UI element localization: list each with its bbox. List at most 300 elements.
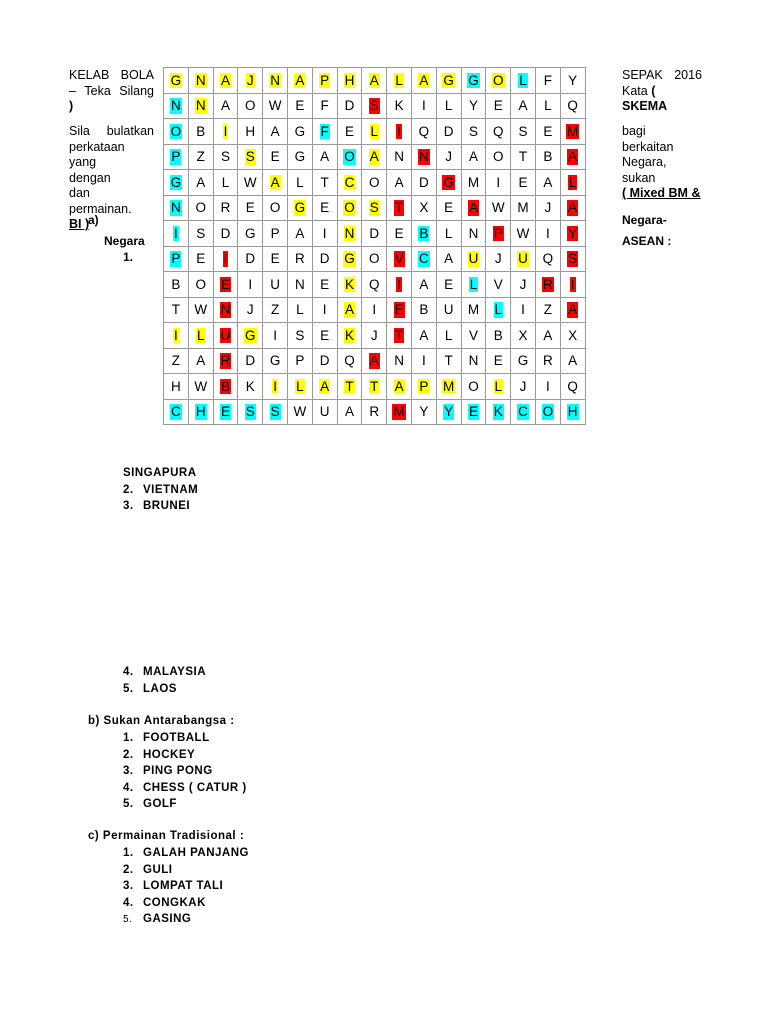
grid-cell [535,144,560,170]
grid-cell [560,144,585,170]
grid-letter: A [344,404,354,419]
grid-letter: I [322,302,327,317]
grid-letter: H [344,72,355,88]
grid-cell [560,374,585,400]
grid-letter: L [296,378,304,394]
grid-cell [337,297,362,323]
grid-cell [411,144,436,170]
intro-word: KELAB [69,68,110,82]
grid-letter: E [196,251,206,266]
grid-letter: A [568,149,578,164]
list-item [123,780,247,797]
grid-letter: U [518,251,528,266]
grid-row [164,119,586,145]
grid-letter: L [519,72,527,88]
intro-paren: ) [69,99,74,113]
grid-letter: S [220,149,230,164]
list-item-number: 1. [123,847,134,859]
list-item [123,482,198,499]
grid-letter: S [518,123,528,139]
grid-cell [337,144,362,170]
instruction-line: ( Mixed BM & [622,186,701,200]
grid-cell [263,119,288,145]
instruction-line: dengan [69,170,111,185]
grid-cell [387,144,412,170]
grid-cell [188,399,213,425]
grid-cell [238,323,263,349]
grid-row [164,68,586,94]
grid-cell [486,246,511,272]
grid-letter: N [195,98,206,113]
grid-letter: N [468,225,479,241]
grid-cell [287,170,312,196]
grid-letter: P [419,378,429,394]
list-item-text: FOOTBALL [143,732,210,744]
grid-letter: Q [542,251,554,266]
list-item-number: 2. [123,748,134,761]
grid-cell [535,272,560,298]
intro-word: BOLA [120,68,154,82]
grid-cell [511,374,536,400]
grid-letter: E [220,276,230,292]
grid-cell [213,119,238,145]
grid-cell [511,68,536,94]
grid-cell [188,246,213,272]
grid-letter: C [418,251,429,266]
grid-letter: Q [369,276,380,292]
grid-cell [387,374,412,400]
section-b-list [123,730,247,813]
grid-letter: L [395,72,403,88]
grid-cell [238,246,263,272]
grid-letter: Z [196,149,205,164]
grid-cell [188,348,213,374]
grid-cell [337,195,362,221]
grid-letter: M [467,174,480,190]
grid-letter: E [320,327,330,343]
grid-letter: I [496,174,501,190]
grid-letter: X [518,327,528,343]
grid-cell [511,170,536,196]
grid-letter: L [444,225,453,241]
grid-letter: P [270,225,280,241]
grid-cell [362,323,387,349]
grid-letter: P [493,225,503,241]
grid-letter: B [220,378,230,394]
grid-cell [486,348,511,374]
grid-letter: W [491,200,505,215]
grid-cell [238,297,263,323]
list-item [123,796,247,813]
list-item-text: HOCKEY [143,748,196,761]
list-item-text: SINGAPURA [123,467,197,479]
grid-letter: J [246,72,254,88]
list-item-text: MALAYSIA [143,666,206,678]
grid-letter: L [370,123,379,139]
list-item [123,895,249,912]
grid-cell [387,221,412,247]
grid-letter: D [245,251,256,266]
grid-cell [411,374,436,400]
grid-letter: W [268,98,282,113]
grid-letter: N [171,98,181,113]
grid-letter: O [468,378,479,394]
grid-cell [164,221,189,247]
grid-cell [188,272,213,298]
grid-letter: T [345,378,354,394]
grid-letter: N [468,353,479,368]
grid-letter: S [196,225,206,241]
grid-letter: S [568,251,578,266]
grid-cell [263,170,288,196]
grid-letter: G [517,353,529,368]
grid-cell [486,170,511,196]
section-a-list [123,465,198,515]
instruction-line: perkataan yang [69,139,125,169]
list-item [123,878,249,895]
grid-cell [164,93,189,119]
grid-letter: K [493,404,503,419]
grid-cell [263,195,288,221]
grid-cell [411,323,436,349]
grid-letter: O [195,200,206,215]
grid-cell [312,93,337,119]
list-item-text: GALAH PANJANG [143,847,249,859]
instruction-line: dan permainan. [69,186,132,216]
grid-cell [486,297,511,323]
grid-letter: E [543,123,553,139]
grid-letter: O [269,200,281,215]
section-a-first-number: 1. [123,250,134,264]
grid-cell [213,195,238,221]
grid-letter: B [543,149,553,164]
grid-cell [287,221,312,247]
instruction-line: BI ) [69,217,90,231]
grid-letter: A [394,174,404,190]
list-item [123,763,247,780]
grid-cell [560,297,585,323]
grid-letter: A [270,174,280,190]
grid-cell [411,246,436,272]
grid-letter: G [344,251,355,266]
grid-row [164,272,586,298]
grid-cell [461,195,486,221]
list-item-number: 5. [123,798,134,810]
grid-letter: T [394,200,404,215]
grid-letter: R [369,404,380,419]
grid-cell [511,119,536,145]
grid-letter: E [245,200,255,215]
grid-letter: S [245,149,255,164]
grid-cell [164,272,189,298]
grid-cell [560,399,585,425]
grid-letter: E [270,149,280,164]
grid-cell [312,323,337,349]
list-item [123,498,198,515]
grid-letter: D [319,353,330,368]
grid-cell [213,221,238,247]
grid-letter: A [518,98,528,113]
instruction-line: bagi [622,124,646,138]
grid-letter: H [567,404,578,419]
section-a-label-right: Negara- [622,213,667,227]
grid-cell [287,272,312,298]
list-item-number: 3. [123,765,134,777]
grid-cell [411,221,436,247]
grid-cell [436,68,461,94]
grid-cell [213,323,238,349]
grid-letter: M [443,378,455,394]
list-item [123,465,198,482]
list-item-text: GULI [143,863,173,876]
grid-cell [213,348,238,374]
grid-letter: G [468,72,479,88]
intro-word: – [69,83,76,98]
grid-cell [337,272,362,298]
grid-letter: A [270,123,280,139]
grid-cell [535,93,560,119]
intro-word: Teka [84,83,111,98]
grid-letter: L [296,302,304,317]
grid-letter: G [443,174,454,190]
grid-letter: Y [568,225,578,241]
grid-cell [188,93,213,119]
grid-cell [436,297,461,323]
grid-letter: A [369,149,379,164]
grid-letter: L [296,174,304,190]
grid-letter: A [543,327,553,343]
grid-letter: G [294,123,306,139]
list-item-text: PING PONG [143,765,213,777]
grid-row [164,399,586,425]
grid-cell [287,144,312,170]
grid-letter: T [394,327,404,343]
grid-letter: O [369,174,380,190]
grid-letter: N [220,302,231,317]
grid-letter: Z [543,302,552,317]
grid-letter: Q [344,353,355,368]
grid-row [164,246,586,272]
grid-cell [387,399,412,425]
grid-letter: B [171,276,181,292]
grid-letter: S [369,98,379,113]
grid-cell [337,119,362,145]
grid-cell [436,399,461,425]
grid-cell [238,195,263,221]
grid-cell [263,297,288,323]
grid-letter: A [295,225,305,241]
list-item-number: 2. [123,483,134,496]
grid-cell [486,195,511,221]
grid-letter: A [444,251,454,266]
grid-cell [560,119,585,145]
grid-cell [213,246,238,272]
grid-cell [486,93,511,119]
grid-cell [238,374,263,400]
grid-letter: A [220,98,230,113]
grid-row [164,297,586,323]
section-c-list [123,845,249,929]
grid-letter: B [419,302,429,317]
grid-letter: J [544,200,552,215]
grid-letter: E [220,404,230,419]
grid-letter: R [295,251,305,266]
grid-letter: A [320,149,330,164]
grid-letter: N [394,353,404,368]
grid-cell [362,144,387,170]
grid-letter: E [518,174,528,190]
grid-cell [486,68,511,94]
grid-letter: F [320,123,329,139]
grid-cell [411,272,436,298]
grid-letter: Q [567,98,578,113]
grid-cell [164,399,189,425]
grid-cell [387,195,412,221]
grid-cell [362,374,387,400]
grid-cell [213,272,238,298]
grid-row [164,323,586,349]
grid-letter: L [568,174,577,190]
grid-letter: S [270,404,280,419]
list-item [123,911,249,929]
grid-cell [188,297,213,323]
grid-letter: I [223,251,228,266]
grid-letter: P [295,353,305,368]
grid-cell [387,297,412,323]
grid-letter: G [170,72,182,88]
grid-letter: N [295,276,305,292]
grid-letter: V [493,276,503,292]
grid-letter: E [344,123,354,139]
list-item-number: 3. [123,880,134,892]
grid-cell [287,297,312,323]
grid-cell [461,144,486,170]
right-intro [622,68,702,115]
grid-cell [312,399,337,425]
grid-letter: I [174,327,178,343]
grid-cell [535,221,560,247]
grid-cell [312,246,337,272]
list-item [123,747,247,764]
grid-letter: K [245,378,255,394]
grid-letter: A [344,302,354,317]
grid-letter: L [494,378,503,394]
grid-cell [461,297,486,323]
grid-cell [337,348,362,374]
grid-cell [312,68,337,94]
grid-cell [164,348,189,374]
grid-cell [263,348,288,374]
grid-letter: L [221,174,230,190]
grid-cell [535,348,560,374]
grid-cell [312,348,337,374]
list-item [123,681,206,698]
grid-letter: E [320,276,330,292]
grid-letter: N [171,200,181,215]
grid-cell [535,68,560,94]
grid-cell [486,221,511,247]
grid-letter: Z [270,302,280,317]
grid-letter: U [319,404,330,419]
grid-letter: E [444,200,454,215]
grid-letter: C [344,174,355,190]
grid-letter: N [195,72,206,88]
grid-cell [362,119,387,145]
grid-letter: D [369,225,380,241]
list-item-text: CHESS ( CATUR ) [143,781,247,794]
grid-cell [312,272,337,298]
grid-cell [164,323,189,349]
grid-cell [164,246,189,272]
grid-cell [188,170,213,196]
grid-letter: I [174,225,178,241]
grid-letter: A [220,72,230,88]
grid-row [164,348,586,374]
grid-cell [560,195,585,221]
grid-letter: I [273,378,277,394]
grid-letter: C [518,404,528,419]
grid-letter: E [493,98,503,113]
list-item-text: CONGKAK [143,896,206,909]
grid-cell [238,93,263,119]
grid-cell [188,119,213,145]
grid-letter: G [269,353,281,368]
list-item [123,845,249,862]
grid-letter: B [196,123,206,139]
grid-cell [213,170,238,196]
list-item-number: 4. [123,781,134,794]
list-item-number: 4. [123,666,134,678]
grid-letter: A [468,149,478,164]
list-item [123,730,247,747]
grid-cell [238,272,263,298]
grid-letter: H [171,378,181,394]
grid-letter: U [468,251,479,266]
grid-cell [411,170,436,196]
grid-cell [511,144,536,170]
grid-cell [411,348,436,374]
grid-cell [486,119,511,145]
grid-letter: E [468,404,478,419]
grid-letter: U [220,327,231,343]
grid-letter: X [568,327,578,343]
grid-cell [387,68,412,94]
grid-cell [511,297,536,323]
grid-cell [535,246,560,272]
grid-cell [486,144,511,170]
grid-cell [486,399,511,425]
grid-cell [287,323,312,349]
grid-cell [560,246,585,272]
grid-letter: K [344,327,354,343]
grid-cell [511,323,536,349]
grid-letter: O [170,123,182,139]
grid-cell [535,119,560,145]
grid-cell [436,93,461,119]
grid-letter: Y [468,98,478,113]
grid-cell [337,93,362,119]
grid-cell [436,323,461,349]
grid-cell [511,195,536,221]
grid-letter: G [443,72,454,88]
grid-letter: L [494,302,503,317]
grid-cell [461,246,486,272]
grid-letter: E [394,225,404,241]
grid-letter: I [322,225,327,241]
grid-cell [238,119,263,145]
intro-word: SEPAK [622,68,663,82]
grid-letter: I [421,353,426,368]
